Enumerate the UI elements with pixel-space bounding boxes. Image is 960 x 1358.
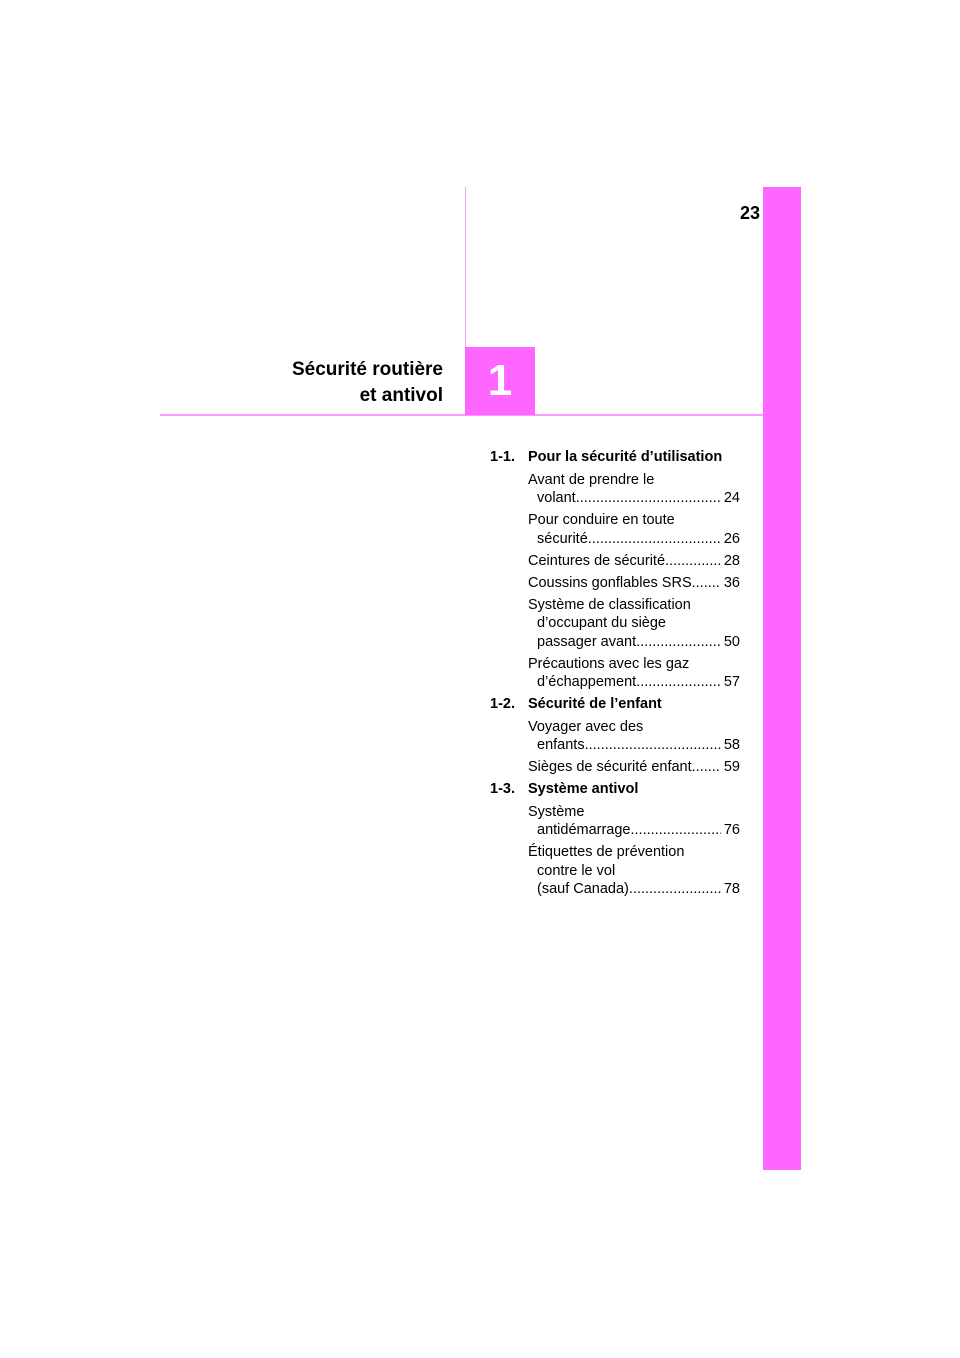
header-horizontal-rule (160, 414, 763, 416)
toc-entry-last-line (528, 880, 740, 899)
toc-entry[interactable] (528, 843, 740, 899)
toc-entries (528, 803, 740, 899)
toc-dot-leader (636, 673, 721, 692)
toc-entry-last-line (528, 633, 740, 652)
toc-dot-leader (692, 758, 721, 777)
toc-entry-page: 24 (723, 490, 740, 506)
toc-entry[interactable] (528, 718, 740, 755)
toc-section-number: 1-1. (490, 449, 515, 465)
toc-entry-page: 26 (723, 530, 740, 547)
toc-dot-leader (588, 530, 721, 549)
toc-section (490, 448, 740, 692)
toc-dot-leader (631, 821, 721, 840)
toc-entry-page: 50 (723, 633, 740, 650)
toc-entries (528, 471, 740, 692)
chapter-side-tab (763, 187, 801, 1170)
chapter-title (200, 357, 443, 409)
toc-entry-text: contre le vol (537, 862, 616, 879)
toc-entries (528, 718, 740, 777)
toc-entry[interactable] (528, 552, 740, 571)
toc-entry[interactable] (528, 471, 740, 508)
toc-dot-leader (585, 736, 721, 755)
toc-entry-text: Avant de prendre le (528, 471, 655, 488)
toc-entry-page: 78 (723, 881, 740, 897)
toc-entry[interactable] (528, 803, 740, 840)
toc-section-title: Pour la sécurité d’utilisation (528, 449, 723, 465)
toc-entry-text: Pour conduire en toute (528, 512, 675, 528)
toc-entry-text: Système (528, 803, 585, 820)
toc-dot-leader (665, 552, 721, 571)
toc-dot-leader (692, 574, 721, 593)
toc-section-heading (490, 780, 740, 799)
toc-section-number: 1-2. (490, 696, 515, 712)
toc-entry-text: Voyager avec des (528, 718, 644, 735)
toc-entry-text: enfants (537, 737, 585, 753)
toc-entry-text: Précautions avec les gaz (528, 655, 690, 672)
toc-entry[interactable] (528, 574, 740, 593)
toc-entry-text: sécurité (537, 530, 588, 547)
toc-entry-text: (sauf Canada) (537, 881, 629, 897)
toc-section-heading (490, 448, 740, 467)
toc-entry-text: Ceintures de sécurité (528, 552, 666, 569)
toc-section (490, 695, 740, 777)
toc-section-heading (490, 695, 740, 714)
toc-entry-page: 36 (723, 574, 740, 591)
toc-entry-page: 57 (723, 674, 740, 690)
toc-entry-text: passager avant (537, 633, 637, 650)
toc-entry-text: d’échappement (537, 674, 637, 690)
chapter-number: 1 (487, 356, 513, 405)
toc-entry[interactable] (528, 511, 740, 548)
toc-dot-leader (629, 880, 721, 899)
toc-dot-leader (576, 489, 721, 508)
toc-entry-last-line (528, 574, 740, 593)
toc-entry-last-line (528, 736, 740, 755)
toc-entry-text: Coussins gonflables SRS (528, 574, 692, 591)
chapter-number-box (465, 347, 535, 415)
toc-entry-last-line (528, 821, 740, 840)
toc-entry-text: antidémarrage (537, 822, 631, 838)
toc-entry-text: Sièges de sécurité enfant (528, 759, 692, 775)
toc-entry-last-line (528, 489, 740, 508)
toc-entry-text: volant (537, 490, 576, 506)
toc-entry-last-line (528, 758, 740, 777)
toc-entry[interactable] (528, 596, 740, 652)
toc-entry-last-line (528, 530, 740, 549)
toc-entry-page: 58 (723, 737, 740, 753)
toc-entry-page: 28 (723, 552, 740, 569)
toc-entry-last-line (528, 552, 740, 571)
toc-section-title: Sécurité de l’enfant (528, 696, 662, 712)
toc-entry-last-line (528, 673, 740, 692)
toc-entry-text: d’occupant du siège (537, 615, 666, 631)
chapter-title-line-2: et antivol (359, 385, 443, 406)
table-of-contents (490, 448, 740, 902)
header-vertical-rule (465, 187, 466, 347)
toc-section (490, 780, 740, 899)
toc-entry[interactable] (528, 758, 740, 777)
toc-entry-page: 76 (723, 822, 740, 838)
toc-section-number: 1-3. (490, 781, 515, 797)
toc-section-title: Système antivol (528, 781, 639, 797)
toc-entry-page: 59 (723, 759, 740, 775)
toc-entry[interactable] (528, 655, 740, 692)
toc-dot-leader (636, 633, 721, 652)
page-number: 23 (739, 203, 760, 223)
toc-entry-text: Système de classification (528, 596, 691, 613)
chapter-title-line-1: Sécurité routière (292, 359, 443, 380)
toc-entry-text: Étiquettes de prévention (528, 844, 685, 860)
